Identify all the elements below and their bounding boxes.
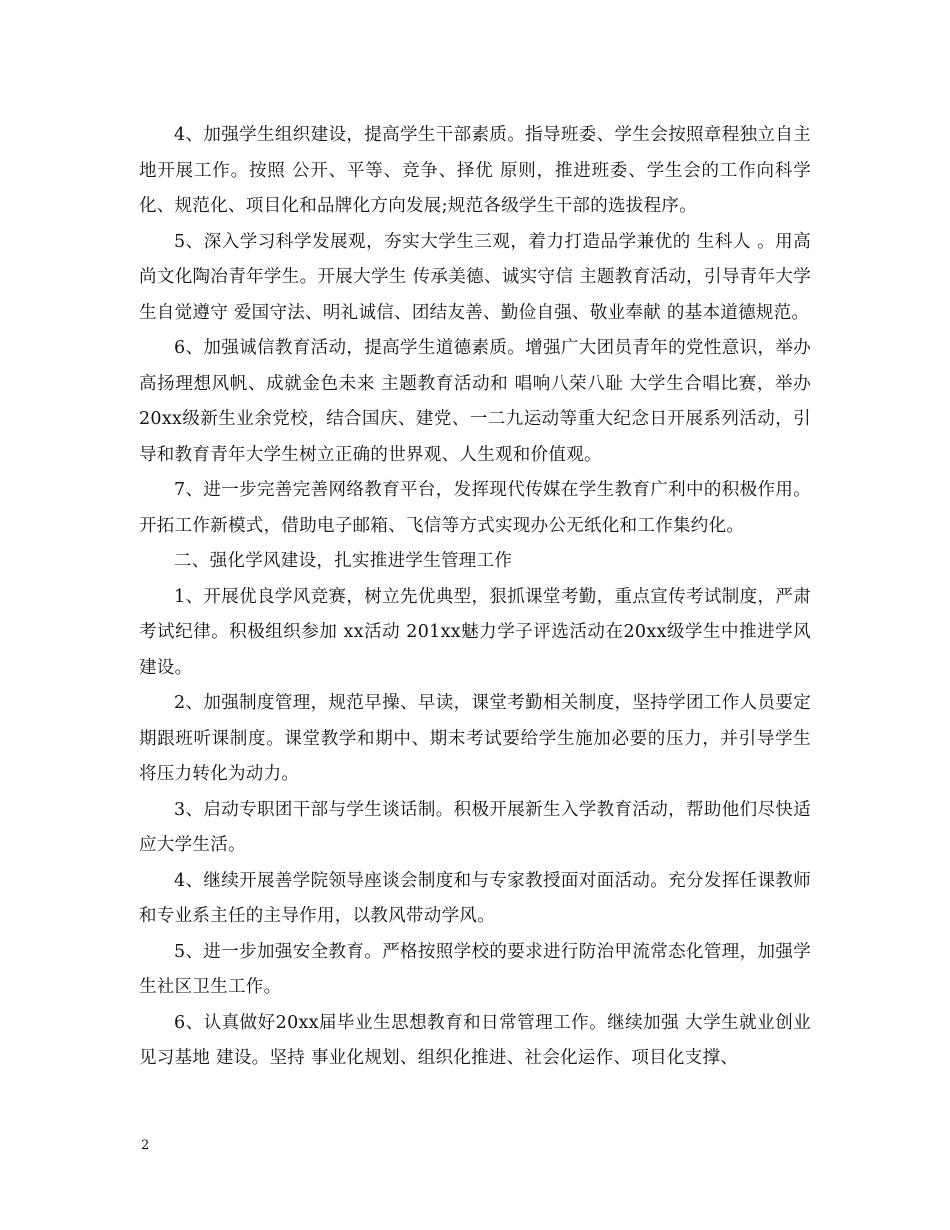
paragraph: 4、加强学生组织建设，提高学生干部素质。指导班委、学生会按照章程独立自主地开展工作。按照 公开、平等、竞争、择优 原则，推进班委、学生会的工作向科学化、规范化、项目化和品牌化方向发展;规范各级学生干部的选拔程序。 bbox=[139, 125, 811, 216]
document-body bbox=[139, 118, 811, 1077]
paragraph: 3、启动专职团干部与学生谈话制。积极开展新生入学教育活动，帮助他们尽快适应大学生活。 bbox=[139, 799, 811, 855]
page-number: 2 bbox=[141, 1138, 150, 1153]
paragraph: 5、深入学习科学发展观，夯实大学生三观，着力打造品学兼优的 生科人 。用高尚文化陶冶青年学生。开展大学生 传承美德、诚实守信 主题教育活动，引导青年大学生自觉遵守 爱国守法、明礼诚信、团结友善、勤俭自强、敬业奉献 的基本道德规范。 bbox=[139, 231, 811, 323]
paragraph: 2、加强制度管理，规范早操、早读，课堂考勤相关制度，坚持学团工作人员要定期跟班听课制度。课堂教学和期中、期末考试要给学生施加必要的压力，并引导学生将压力转化为动力。 bbox=[139, 693, 811, 784]
paragraph: 4、继续开展善学院领导座谈会制度和与专家教授面对面活动。充分发挥任课教师和专业系主任的主导作用，以教风带动学风。 bbox=[139, 870, 811, 926]
paragraph: 5、进一步加强安全教育。严格按照学校的要求进行防治甲流常态化管理，加强学生社区卫生工作。 bbox=[139, 941, 811, 997]
paragraph: 7、进一步完善完善网络教育平台，发挥现代传媒在学生教育广利中的积极作用。开拓工作新模式，借助电子邮箱、飞信等方式实现办公无纸化和工作集约化。 bbox=[139, 480, 811, 536]
paragraph: 6、认真做好20xx届毕业生思想教育和日常管理工作。继续加强 大学生就业创业见习基地 建设。坚持 事业化规划、组织化推进、社会化运作、项目化支撑、 bbox=[139, 1012, 811, 1068]
paragraph: 1、开展优良学风竞赛，树立先优典型，狠抓课堂考勤，重点宣传考试制度，严肃考试纪律。积极组织参加 xx活动 201xx魅力学子评选活动在20xx级学生中推进学风建设。 bbox=[139, 586, 811, 678]
section-heading: 二、强化学风建设，扎实推进学生管理工作 bbox=[174, 551, 513, 571]
paragraph: 6、加强诚信教育活动，提高学生道德素质。增强广大团员青年的党性意识，举办 高扬理想风帆、成就金色未来 主题教育活动和 唱响八荣八耻 大学生合唱比赛，举办20xx级新生业余党校，结合国庆、建党、一二九运动等重大纪念日开展系列活动，引导和教育青年大学生树立正确的世界观、人生观和价值观。 bbox=[139, 338, 811, 465]
